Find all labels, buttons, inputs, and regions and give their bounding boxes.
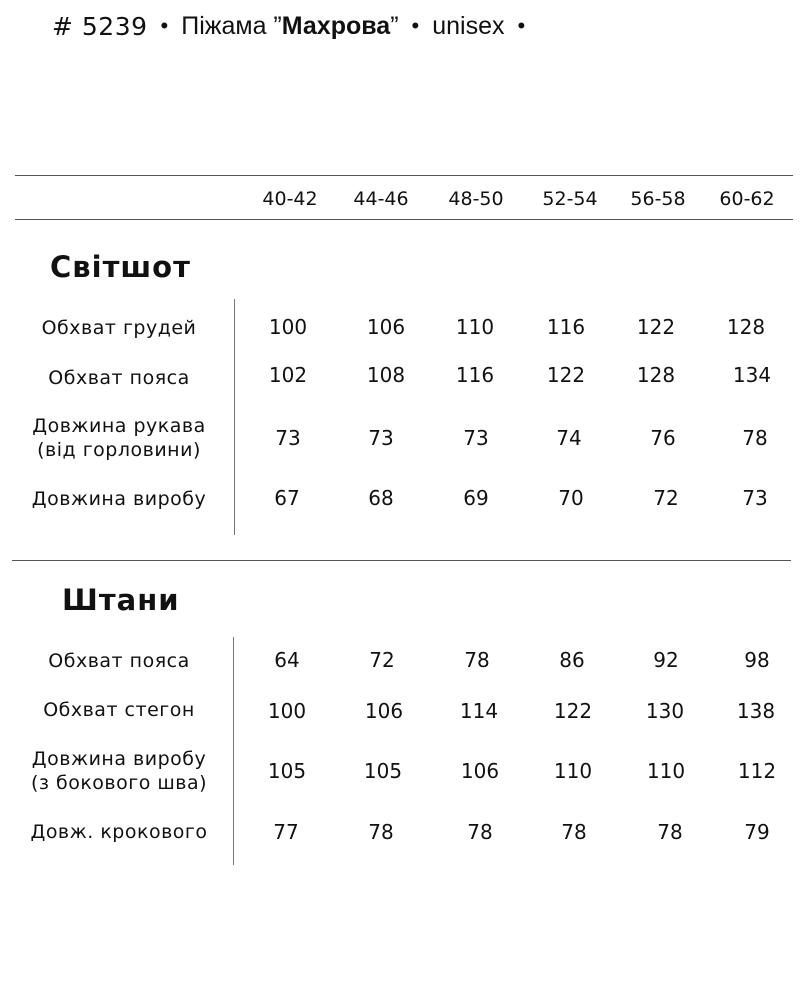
row-label-line: (від горловини) (37, 439, 201, 461)
table-cell: 73 (368, 426, 394, 450)
table-cell: 69 (463, 486, 489, 510)
table-cell: 73 (275, 426, 301, 450)
row-label-line: Довжина рукава (32, 415, 206, 437)
table-cell: 105 (267, 759, 307, 783)
table-cell: 100 (267, 699, 307, 723)
table-cell: 116 (546, 315, 586, 339)
size-header: 40-42 (262, 188, 318, 210)
table-cell: 67 (274, 486, 300, 510)
table-cell: 134 (732, 363, 772, 387)
size-header: 56-58 (630, 188, 686, 210)
table-cell: 70 (558, 486, 584, 510)
table-cell: 64 (274, 648, 300, 672)
table-cell: 78 (467, 820, 493, 844)
row-label-line: (з бокового шва) (30, 772, 208, 794)
table-cell: 78 (464, 648, 490, 672)
table-cell: 122 (636, 315, 676, 339)
row-label: Довжина виробу (31, 488, 207, 510)
table-cell: 106 (366, 315, 406, 339)
table-cell: 128 (636, 363, 676, 387)
table-cell: 73 (742, 486, 768, 510)
table-cell: 86 (559, 648, 585, 672)
table-cell: 72 (369, 648, 395, 672)
row-label (13, 747, 225, 795)
size-header: 60-62 (719, 188, 775, 210)
row-label: Обхват стегон (43, 699, 195, 721)
table-cell: 78 (742, 426, 768, 450)
row-label: Обхват пояса (48, 650, 190, 672)
product-tag: unisex (432, 11, 505, 40)
table-cell: 105 (363, 759, 403, 783)
row-label (13, 414, 225, 462)
table-cell: 72 (653, 486, 679, 510)
table-cell: 78 (657, 820, 683, 844)
bullet-separator: • (411, 13, 420, 38)
table-cell: 100 (268, 315, 308, 339)
section-title-sweatshirt: Світшот (50, 250, 191, 284)
section-title-pants: Штани (62, 583, 180, 617)
size-header: 44-46 (353, 188, 409, 210)
table-cell: 128 (726, 315, 766, 339)
table-cell: 116 (455, 363, 495, 387)
section-divider (233, 637, 234, 865)
table-cell: 74 (556, 426, 582, 450)
product-title-suffix: ” (390, 11, 399, 40)
table-cell: 110 (455, 315, 495, 339)
table-cell: 102 (268, 363, 308, 387)
table-header-rule (15, 219, 793, 220)
size-header: 48-50 (448, 188, 504, 210)
table-cell: 78 (368, 820, 394, 844)
table-cell: 79 (744, 820, 770, 844)
table-cell: 122 (553, 699, 593, 723)
page-title (52, 9, 538, 43)
bullet-separator: • (160, 13, 169, 38)
row-label: Обхват грудей (41, 317, 197, 339)
size-header: 52-54 (542, 188, 598, 210)
table-cell: 110 (646, 759, 686, 783)
table-cell: 108 (366, 363, 406, 387)
section-separator-rule (12, 560, 791, 561)
row-label-line: Довжина виробу (31, 748, 207, 770)
table-top-rule (15, 175, 793, 176)
table-cell: 73 (463, 426, 489, 450)
section-divider (234, 299, 235, 535)
table-cell: 130 (645, 699, 685, 723)
table-cell: 76 (650, 426, 676, 450)
product-code: # 5239 (52, 11, 148, 41)
table-cell: 112 (737, 759, 777, 783)
bullet-separator: • (517, 13, 526, 38)
table-cell: 68 (368, 486, 394, 510)
table-cell: 122 (546, 363, 586, 387)
table-cell: 78 (561, 820, 587, 844)
row-label: Довж. крокового (30, 821, 208, 843)
table-cell: 106 (364, 699, 404, 723)
table-cell: 98 (744, 648, 770, 672)
table-cell: 92 (653, 648, 679, 672)
product-title-prefix: Піжама ” (181, 11, 282, 40)
table-cell: 106 (460, 759, 500, 783)
row-label: Обхват пояса (48, 367, 190, 389)
table-cell: 110 (553, 759, 593, 783)
product-title-bold: Махрова (281, 11, 391, 40)
table-cell: 138 (736, 699, 776, 723)
table-cell: 114 (459, 699, 499, 723)
table-cell: 77 (273, 820, 299, 844)
